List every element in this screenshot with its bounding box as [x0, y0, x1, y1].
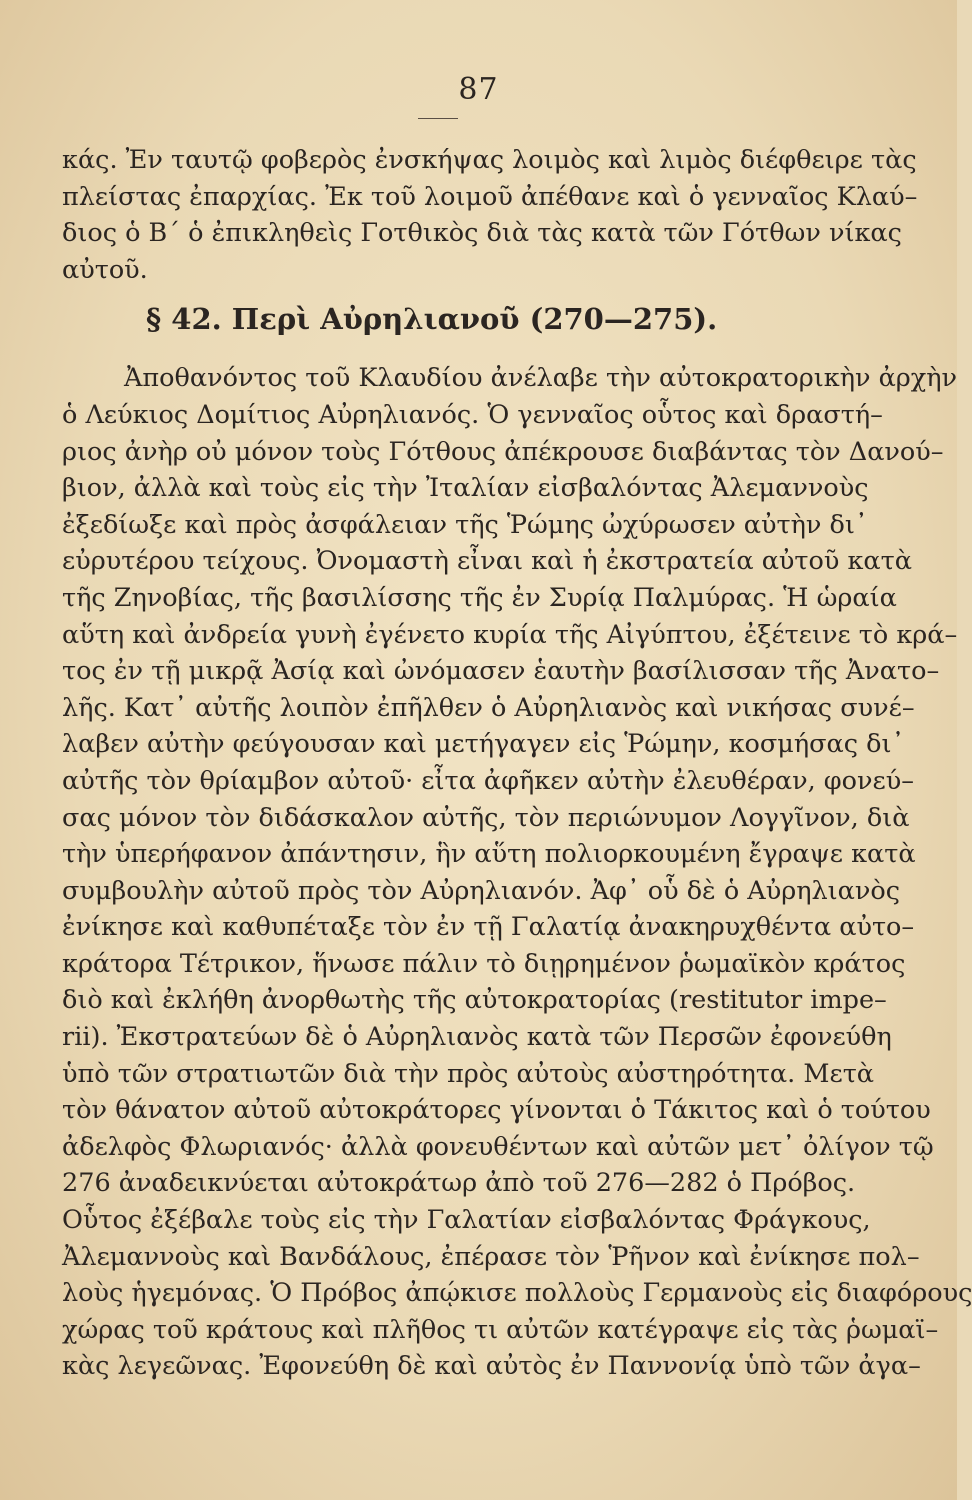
page-number: 87	[458, 72, 499, 107]
body-text	[62, 142, 972, 1385]
text-line: λαβεν αὐτὴν φεύγουσαν καὶ μετήγαγεν εἰς Ῥώμην, κοσμήσας δι᾽	[62, 729, 905, 760]
text-line: Οὗτος ἐξέβαλε τοὺς εἰς τὴν Γαλατίαν εἰσβαλόντας Φράγκους,	[62, 1205, 871, 1236]
text-line: ὁ Λεύκιος Δομίτιος Αὐρηλιανός. Ὁ γενναῖος οὗτος καὶ δραστή–	[62, 399, 883, 430]
text-line: διος ὁ Β΄ ὁ ἐπικληθεὶς Γοτθικὸς διὰ τὰς κατὰ τῶν Γότθων νίκας	[62, 218, 902, 249]
text-line: τῆς Ζηνοβίας, τῆς βασιλίσσης τῆς ἐν Συρίᾳ Παλμύρας. Ἡ ὡραία	[62, 582, 897, 613]
text-line: τὴν ὑπερήφανον ἀπάντησιν, ἣν αὕτη πολιορκουμένη ἔγραψε κατὰ	[62, 839, 916, 870]
text-line: αὐτῆς τὸν θρίαμβον αὐτοῦ· εἶτα ἀφῆκεν αὐτὴν ἐλευθέραν, φονεύ–	[62, 765, 914, 796]
text-line: κὰς λεγεῶνας. Ἐφονεύθη δὲ καὶ αὐτὸς ἐν Παννονίᾳ ὑπὸ τῶν ἀγα–	[62, 1351, 921, 1382]
text-line: διὸ καὶ ἐκλήθη ἀνορθωτὴς τῆς αὐτοκρατορίας (restitutor impe–	[62, 985, 887, 1016]
page-number-rule	[418, 118, 458, 119]
text-line: τὸν θάνατον αὐτοῦ αὐτοκράτορες γίνονται ὁ Τάκιτος καὶ ὁ τούτου	[62, 1095, 931, 1126]
text-line: λοὺς ἡγεμόνας. Ὁ Πρόβος ἀπῴκισε πολλοὺς Γερμανοὺς εἰς διαφόρους	[62, 1278, 972, 1309]
text-line: ριος ἀνὴρ οὐ μόνον τοὺς Γότθους ἀπέκρουσε διαβάντας τὸν Δανού–	[62, 436, 944, 467]
section-heading: § 42. Περὶ Αὐρηλιανοῦ (270—275).	[146, 302, 718, 337]
text-line: αὕτη καὶ ἀνδρεία γυνὴ ἐγένετο κυρία τῆς Αἰγύπτου, ἐξέτεινε τὸ κρά–	[62, 619, 958, 650]
text-line: ἐξεδίωξε καὶ πρὸς ἀσφάλειαν τῆς Ῥώμης ὠχύρωσεν αὐτὴν δι᾽	[62, 509, 868, 540]
text-line: συμβουλὴν αὐτοῦ πρὸς τὸν Αὐρηλιανόν. Ἀφ᾽ οὗ δὲ ὁ Αὐρηλιανὸς	[62, 875, 900, 906]
text-line: χώρας τοῦ κράτους καὶ πλῆθος τι αὐτῶν κατέγραψε εἰς τὰς ῥωμαϊ–	[62, 1314, 939, 1345]
text-line: πλείστας ἐπαρχίας. Ἐκ τοῦ λοιμοῦ ἀπέθανε καὶ ὁ γενναῖος Κλαύ–	[62, 181, 918, 212]
text-line: ὑπὸ τῶν στρατιωτῶν διὰ τὴν πρὸς αὐτοὺς αὐστηρότητα. Μετὰ	[62, 1058, 875, 1089]
text-line: εὐρυτέρου τείχους. Ὀνομαστὴ εἶναι καὶ ἡ ἐκστρατεία αὐτοῦ κατὰ	[62, 546, 912, 577]
text-line: Ἀποθανόντος τοῦ Κλαυδίου ἀνέλαβε τὴν αὐτοκρατορικὴν ἀρχὴν	[124, 363, 958, 394]
text-line: κράτορα Τέτρικον, ἥνωσε πάλιν τὸ διῃρημένον ῥωμαϊκὸν κράτος	[62, 948, 906, 979]
text-line: λῆς. Κατ᾽ αὐτῆς λοιπὸν ἐπῆλθεν ὁ Αὐρηλιανὸς καὶ νικήσας συνέ–	[62, 692, 915, 723]
text-line: κάς. Ἐν ταυτῷ φοβερὸς ἐνσκήψας λοιμὸς καὶ λιμὸς διέφθειρε τὰς	[62, 145, 917, 175]
text-line: ἐνίκησε καὶ καθυπέταξε τὸν ἐν τῇ Γαλατίᾳ ἀνακηρυχθέντα αὐτο–	[62, 912, 915, 943]
text-line: rii). Ἐκστρατεύων δὲ ὁ Αὐρηλιανὸς κατὰ τῶν Περσῶν ἐφονεύθη	[62, 1022, 892, 1053]
text-line: ἀδελφὸς Φλωριανός· ἀλλὰ φονευθέντων καὶ αὐτῶν μετ᾽ ὀλίγον τῷ	[62, 1131, 934, 1162]
text-line: σας μόνον τὸν διδάσκαλον αὐτῆς, τὸν περιώνυμον Λογγῖνον, διὰ	[62, 802, 910, 833]
text-line: βιον, ἀλλὰ καὶ τοὺς εἰς τὴν Ἰταλίαν εἰσβαλόντας Ἀλεμαννοὺς	[62, 473, 869, 504]
text-line: τος ἐν τῇ μικρᾷ Ἀσίᾳ καὶ ὠνόμασεν ἑαυτὴν βασίλισσαν τῆς Ἀνατο–	[62, 656, 940, 687]
text-line: αὐτοῦ.	[62, 254, 148, 285]
text-line: 276 ἀναδεικνύεται αὐτοκράτωρ ἀπὸ τοῦ 276—282 ὁ Πρόβος.	[62, 1168, 856, 1199]
text-line: Ἀλεμαννοὺς καὶ Βανδάλους, ἐπέρασε τὸν Ῥῆνον καὶ ἐνίκησε πολ–	[62, 1241, 920, 1272]
